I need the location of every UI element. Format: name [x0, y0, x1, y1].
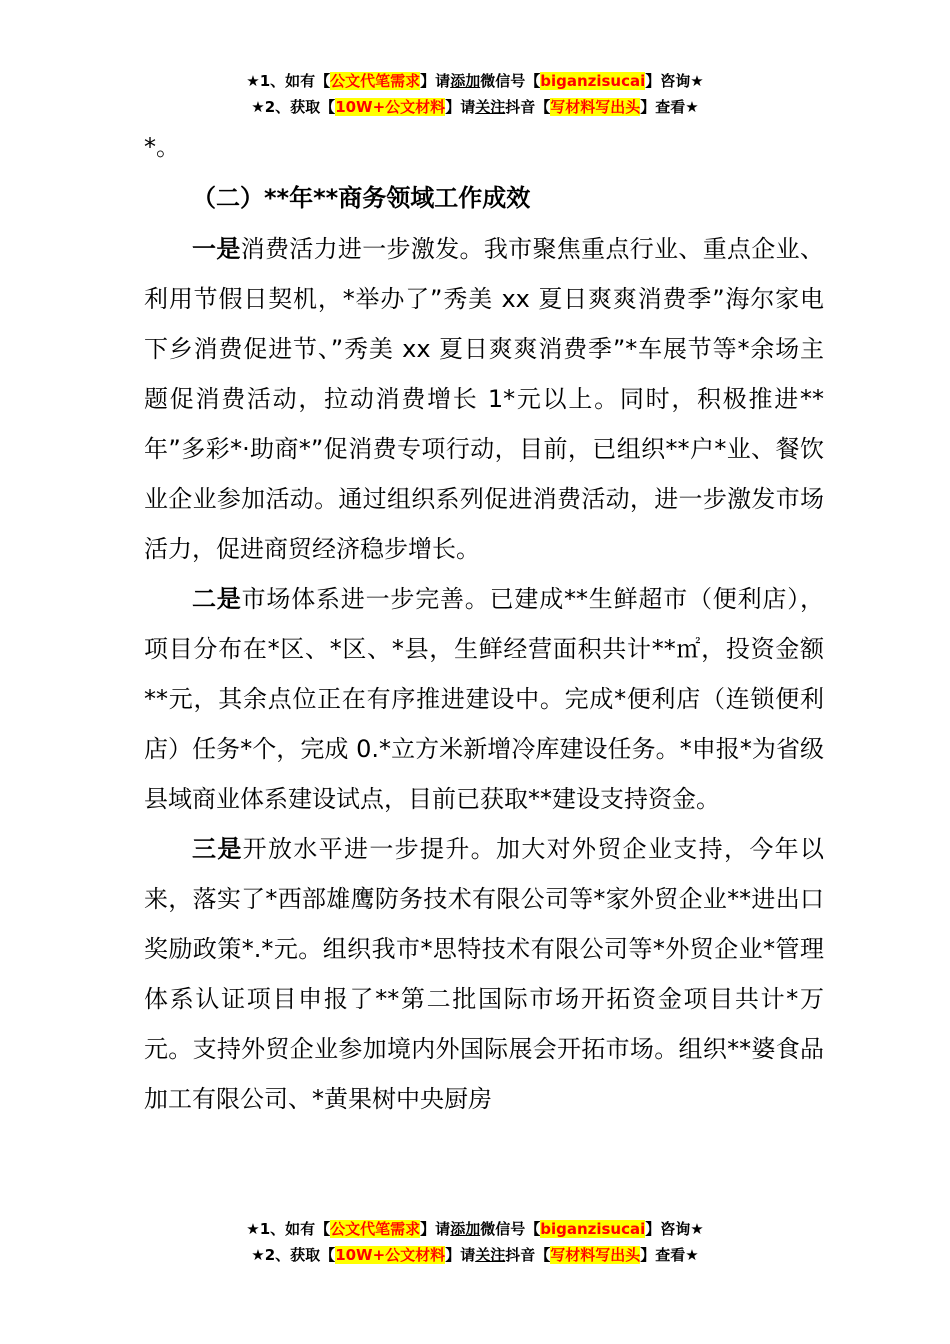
section-heading: （二）**年**商务领域工作成效: [192, 184, 531, 212]
banner-highlight: 10W+公文材料: [335, 98, 446, 116]
banner-text: 】请: [420, 1220, 451, 1238]
banner-text: ★1、如有【: [246, 72, 331, 90]
banner-text: 微信号【: [480, 1220, 541, 1238]
paragraph-1: [144, 224, 824, 574]
banner-text: ★1、如有【: [246, 1220, 331, 1238]
banner-underlined: 添加: [450, 72, 481, 90]
banner-text: 】查看★: [640, 98, 699, 116]
paragraph-3: [144, 824, 824, 1124]
paragraph-text: 开放水平进一步提升。加大对外贸企业支持，今年以来，落实了*西部雄鹰防务技术有限公司等*家外贸企业**进出口奖励政策*.*元。组织我市*思特技术有限公司等*外贸企业*管理体系认证项目申报了**第二批国际市场开拓资金项目共计*万元。支持外贸企业参加境内外国际展会开拓市场。组织**婆食品加工有限公司、*黄果树中央厨房: [144, 835, 825, 1113]
banner-text: 】请: [445, 1246, 476, 1264]
banner-underlined: 添加: [450, 1220, 481, 1238]
banner-highlight: biganzisucai: [540, 1220, 646, 1238]
paragraph-text: 消费活力进一步激发。我市聚焦重点行业、重点企业、利用节假日契机，*举办了”秀美 xx 夏日爽爽消费季”海尔家电下乡消费促进节、”秀美 xx 夏日爽爽消费季”*车展节等*余场主题促消费活动，拉动消费增长 1*元以上。同时，积极推进**年”多彩*·助商*”促消费专项行动，目前，已组织**户*业、餐饮业企业参加活动。通过组织系列促进消费活动，进一步激发市场活力，促进商贸经济稳步增长。: [144, 235, 824, 563]
footer-banner: [0, 1216, 950, 1268]
banner-text: 抖音【: [505, 1246, 551, 1264]
banner-text: 抖音【: [505, 98, 551, 116]
header-banner: [0, 68, 950, 120]
banner-text: 】咨询★: [645, 1220, 704, 1238]
continuation-text: *。: [144, 133, 180, 161]
banner-line-2: [0, 94, 950, 120]
banner-highlight: 公文代笔需求: [330, 72, 421, 90]
banner-highlight: biganzisucai: [540, 72, 646, 90]
paragraph-2: [144, 574, 824, 824]
banner-highlight: 公文代笔需求: [330, 1220, 421, 1238]
banner-text: 】咨询★: [645, 72, 704, 90]
paragraph-lead: 一是: [192, 235, 241, 263]
banner-text: 】请: [445, 98, 476, 116]
banner-line-1: [0, 68, 950, 94]
banner-text: 】查看★: [640, 1246, 699, 1264]
paragraph-lead: 二是: [192, 585, 242, 613]
banner-text: ★2、获取【: [251, 1246, 336, 1264]
banner-highlight: 10W+公文材料: [335, 1246, 446, 1264]
banner-underlined: 关注: [475, 98, 506, 116]
banner-text: ★2、获取【: [251, 98, 336, 116]
banner-underlined: 关注: [475, 1246, 506, 1264]
banner-text: 】请: [420, 72, 451, 90]
document-body: [144, 122, 824, 1124]
banner-highlight: 写材料写出头: [550, 98, 641, 116]
paragraph-lead: 三是: [192, 835, 243, 863]
paragraph-text: 市场体系进一步完善。已建成**生鲜超市（便利店），项目分布在*区、*区、*县，生鲜经营面积共计**㎡，投资金额**元，其余点位正在有序推进建设中。完成*便利店（连锁便利店）任务*个，完成 0.*立方米新增冷库建设任务。*申报*为省级县域商业体系建设试点，目前已获取**建设支持资金。: [144, 585, 825, 813]
banner-text: 微信号【: [480, 72, 541, 90]
banner-line-1: [0, 1216, 950, 1242]
banner-highlight: 写材料写出头: [550, 1246, 641, 1264]
banner-line-2: [0, 1242, 950, 1268]
